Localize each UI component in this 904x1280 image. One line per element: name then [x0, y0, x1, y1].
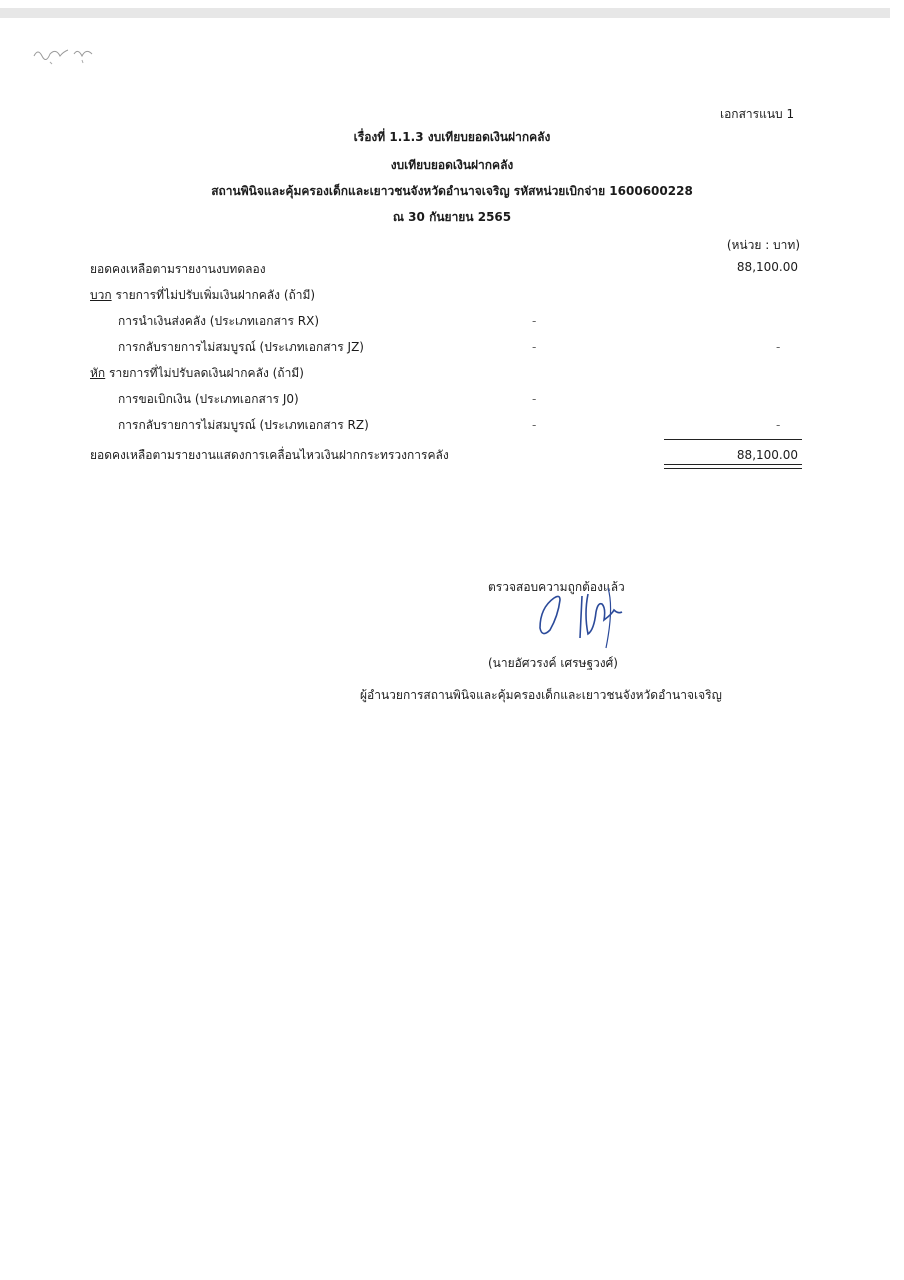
total-double-rule	[664, 464, 802, 469]
add-item-jz: การกลับรายการไม่สมบูรณ์ (ประเภทเอกสาร JZ)	[118, 340, 364, 354]
add-section-label: รายการที่ไม่ปรับเพิ่มเงินฝากคลัง (ถ้ามี)	[115, 288, 316, 302]
report-title: งบเทียบยอดเงินฝากคลัง	[390, 158, 514, 172]
opening-balance-label: ยอดคงเหลือตามรายงานงบทดลอง	[90, 262, 266, 276]
less-item-j0-dash: -	[532, 392, 537, 406]
verified-text: ตรวจสอบความถูกต้องแล้ว	[488, 580, 625, 594]
signer-name: (นายอัศวรงค์ เศรษฐวงศ์)	[488, 656, 618, 670]
opening-balance-value: 88,100.00	[736, 260, 798, 274]
add-item-rx-dash: -	[532, 314, 537, 328]
unit-label: (หน่วย : บาท)	[726, 238, 800, 252]
scan-mark	[30, 38, 110, 68]
less-tag: หัก	[90, 366, 106, 380]
less-item-rz: การกลับรายการไม่สมบูรณ์ (ประเภทเอกสาร RZ)	[118, 418, 369, 432]
add-item-rx: การนำเงินส่งคลัง (ประเภทเอกสาร RX)	[118, 314, 320, 328]
add-tag: บวก	[90, 288, 112, 302]
add-total-dash: -	[776, 340, 781, 354]
less-section	[90, 364, 304, 383]
add-section	[90, 286, 315, 305]
less-item-rz-dash: -	[532, 418, 537, 432]
subtotal-rule	[664, 439, 802, 440]
agency-line: สถานพินิจและคุ้มครองเด็กและเยาวชนจังหวัดอำนาจเจริญ รหัสหน่วยเบิกจ่าย 1600600228	[211, 184, 693, 198]
as-of-date: ณ 30 กันยายน 2565	[392, 210, 512, 224]
less-total-dash: -	[776, 418, 781, 432]
less-section-label: รายการที่ไม่ปรับลดเงินฝากคลัง (ถ้ามี)	[109, 366, 304, 380]
signer-position: ผู้อำนวยการสถานพินิจและคุ้มครองเด็กและเยาวชนจังหวัดอำนาจเจริญ	[360, 688, 722, 702]
scan-top-band	[0, 8, 890, 18]
handwritten-signature	[524, 588, 664, 652]
less-item-j0: การขอเบิกเงิน (ประเภทเอกสาร J0)	[118, 392, 299, 406]
report-subject: เรื่องที่ 1.1.3 งบเทียบยอดเงินฝากคลัง	[353, 130, 551, 144]
add-item-jz-dash: -	[532, 340, 537, 354]
closing-balance-value: 88,100.00	[736, 448, 798, 462]
attachment-label: เอกสารแนบ 1	[720, 107, 795, 121]
closing-balance-label: ยอดคงเหลือตามรายงานแสดงการเคลื่อนไหวเงินฝากกระทรวงการคลัง	[90, 448, 449, 462]
